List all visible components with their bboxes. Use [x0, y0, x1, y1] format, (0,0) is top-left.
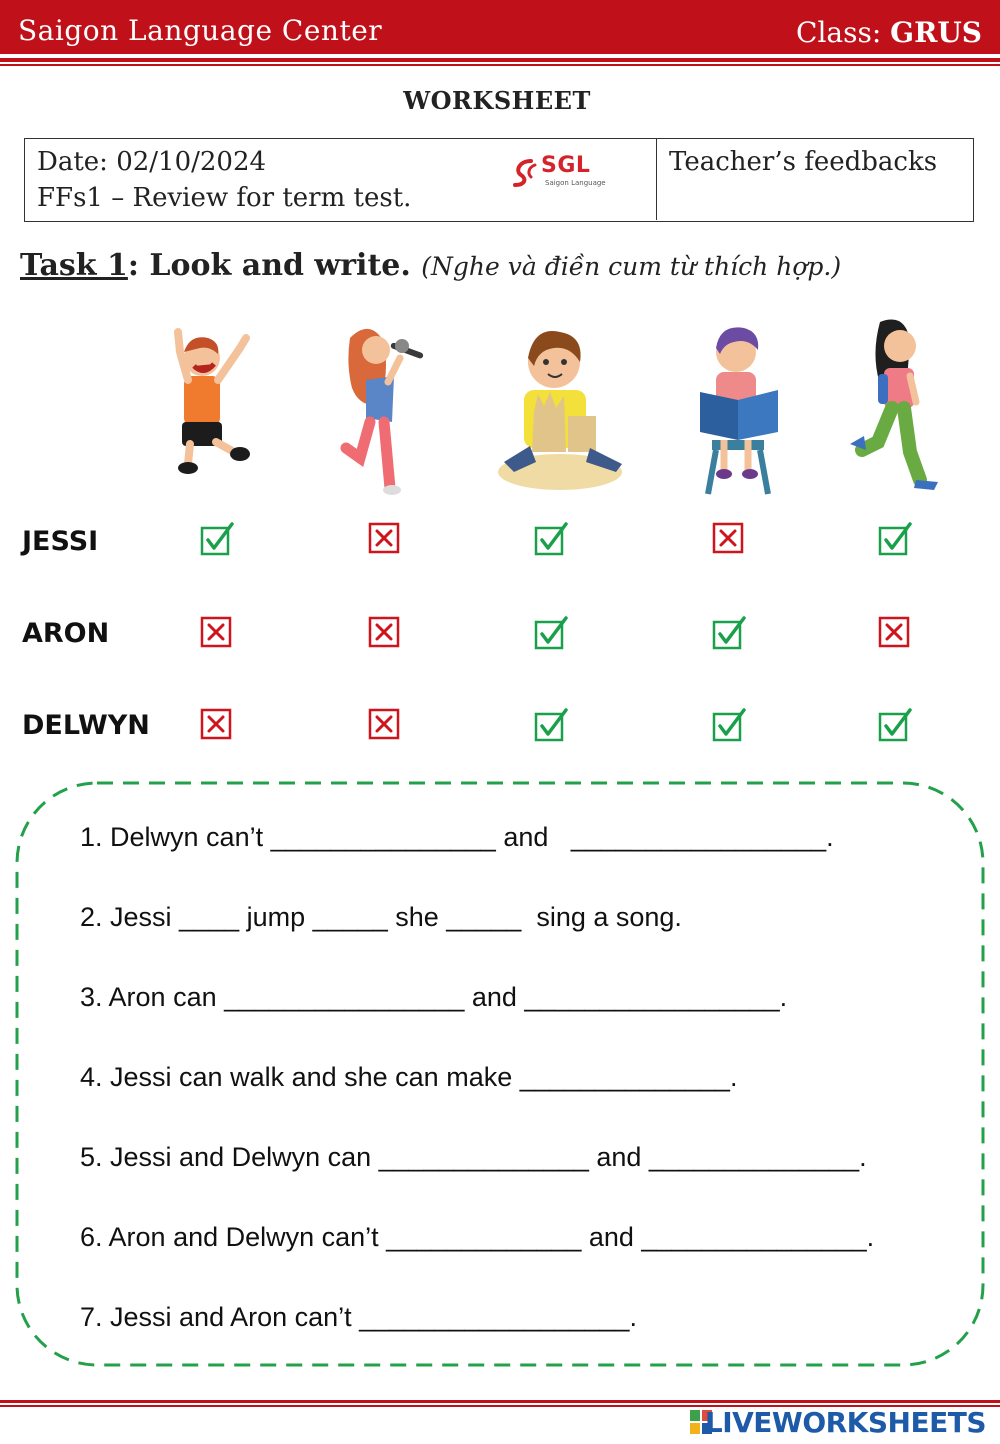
checked-box-icon [534, 708, 564, 738]
row-name-delwyn: DELWYN [22, 710, 150, 741]
center-name: Saigon Language Center [18, 14, 383, 47]
row-name-aron: ARON [22, 618, 110, 649]
sentence-2[interactable]: 2. Jessi ____ jump _____ she _____ sing a song. [80, 902, 682, 932]
checked-box-icon [534, 522, 564, 552]
info-box [24, 138, 974, 222]
footer-divider [0, 1400, 1000, 1403]
sentence-6[interactable]: 6. Aron and Delwyn can’t _____________ and _______________. [80, 1222, 875, 1252]
sentence-4[interactable]: 4. Jessi can walk and she can make ______________. [80, 1062, 738, 1092]
teacher-feedback-label: Teacher’s feedbacks [669, 147, 938, 177]
walking-girl-figure [840, 312, 950, 498]
crossed-box-icon [878, 616, 908, 646]
row-name-jessi: JESSI [22, 526, 99, 557]
sgl-logo [509, 153, 609, 193]
sandcastle-boy-figure [494, 322, 628, 494]
class-value: GRUS [890, 16, 982, 49]
crossed-box-icon [368, 708, 398, 738]
sgl-logo-subtext: Saigon Language [545, 179, 606, 187]
sentence-5[interactable]: 5. Jessi and Delwyn can ______________ and ______________. [80, 1142, 867, 1172]
lesson-text: FFs1 – Review for term test. [37, 183, 412, 213]
checked-box-icon [534, 616, 564, 646]
checked-box-icon [878, 522, 908, 552]
task-label: Task 1 [20, 248, 128, 283]
task-heading [20, 248, 841, 283]
sentence-7[interactable]: 7. Jessi and Aron can’t __________________. [80, 1302, 637, 1332]
jumping-boy-figure [160, 318, 280, 488]
class-label: Class: GRUS [796, 16, 982, 49]
crossed-box-icon [200, 708, 230, 738]
header-divider-thin [0, 64, 1000, 66]
crossed-box-icon [368, 522, 398, 552]
header-divider [0, 58, 1000, 62]
checked-box-icon [200, 522, 230, 552]
task-note: (Nghe và điền cum từ thích hợp.) [421, 252, 842, 281]
crossed-box-icon [368, 616, 398, 646]
info-left-cell [25, 139, 657, 220]
checked-box-icon [712, 616, 742, 646]
reading-boy-figure [694, 322, 784, 498]
crossed-box-icon [712, 522, 742, 552]
date-text: Date: 02/10/2024 [37, 147, 267, 177]
sgl-logo-text: SGL [541, 153, 591, 178]
sentence-3[interactable]: 3. Aron can ________________ and _________________. [80, 982, 788, 1012]
crossed-box-icon [200, 616, 230, 646]
task-title: : Look and write. [127, 248, 411, 283]
sgl-logo-icon [509, 155, 543, 189]
header-bar [0, 0, 1000, 54]
singing-girl-figure [330, 318, 440, 498]
checked-box-icon [878, 708, 908, 738]
sentence-1[interactable]: 1. Delwyn can’t _______________ and _________________. [80, 822, 834, 852]
liveworksheets-logo-text[interactable]: LIVEWORKSHEETS [704, 1406, 986, 1439]
worksheet-title: WORKSHEET [403, 86, 591, 115]
checked-box-icon [712, 708, 742, 738]
